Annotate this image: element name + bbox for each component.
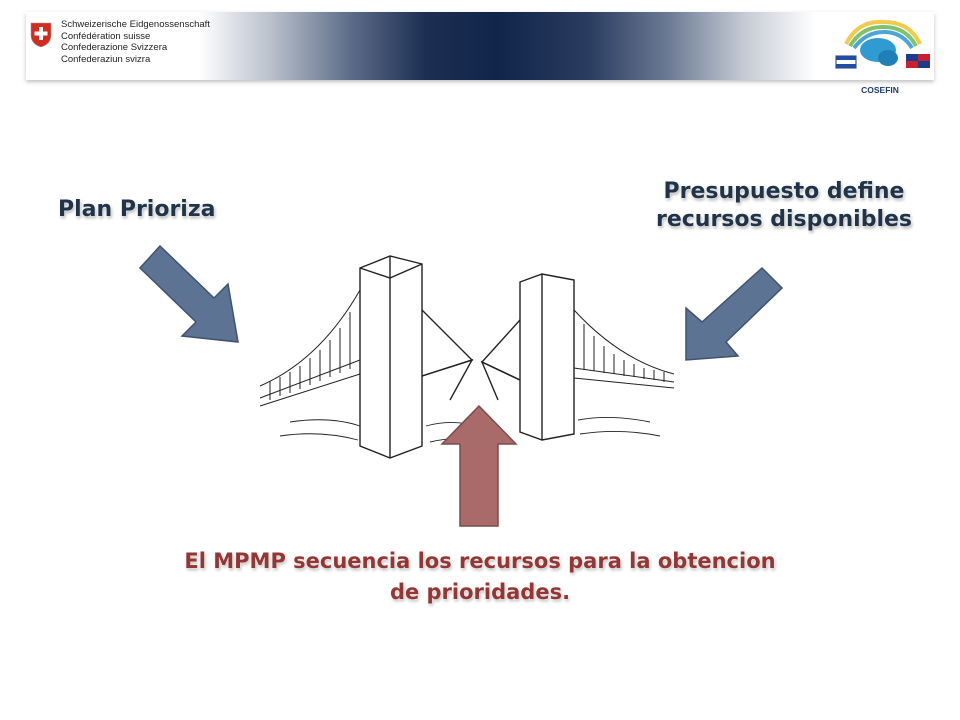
presupuesto-title-line2: recursos disponibles — [655, 207, 913, 232]
mpmp-caption-line1: El MPMP secuencia los recursos para la obtencion — [184, 549, 776, 573]
presupuesto-title — [626, 178, 942, 234]
mpmp-caption-line2: de prioridades. — [389, 580, 571, 604]
arrow-down-right-icon — [130, 240, 250, 350]
right-tower — [520, 274, 574, 440]
left-deck — [422, 310, 472, 400]
right-span — [574, 310, 674, 388]
left-tower — [360, 256, 422, 458]
left-span — [260, 290, 360, 406]
arrow-down-left-icon — [680, 262, 790, 368]
swiss-line-rm: Confederaziun svizra — [61, 53, 151, 65]
mpmp-caption — [110, 546, 850, 608]
arrow-up-icon — [438, 402, 520, 530]
swiss-line-it: Confederazione Svizzera — [61, 42, 168, 53]
right-deck — [482, 320, 520, 400]
plan-prioriza-title: Plan Prioriza — [58, 197, 216, 222]
cosefin-label: COSEFIN — [861, 85, 899, 95]
cosefin-logo-icon — [828, 14, 936, 80]
swiss-flag-icon — [30, 22, 52, 48]
swiss-line-fr: Confédération suisse — [61, 30, 151, 42]
swiss-confederation-text — [61, 19, 210, 65]
swiss-line-de: Schweizerische Eidgenossenschaft — [61, 19, 210, 30]
presupuesto-title-line1: Presupuesto define — [663, 179, 905, 204]
